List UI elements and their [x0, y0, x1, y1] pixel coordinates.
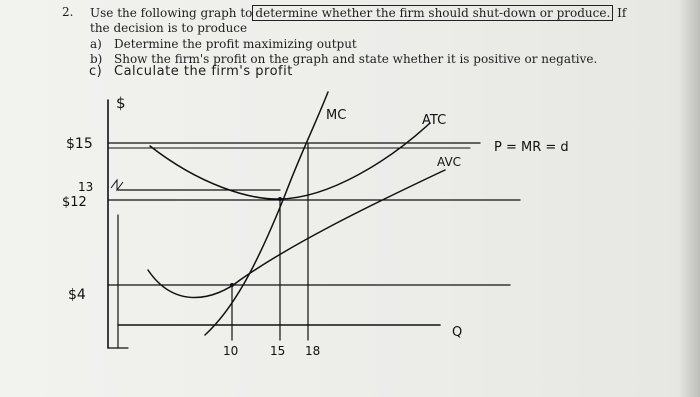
q18-label: 18: [305, 344, 321, 358]
item-c-text: Calculate the firm's profit: [114, 64, 293, 79]
q15-label: 15: [270, 344, 286, 358]
mc-label: MC: [326, 108, 347, 123]
question-line-2: the decision is to produce: [90, 21, 248, 35]
y-axis-label: $: [116, 94, 126, 112]
x-axis-label: Q: [452, 325, 463, 340]
demand-label: P = MR = d: [494, 140, 569, 155]
atc-curve: [150, 123, 430, 199]
item-a-marker: a): [90, 37, 102, 51]
avc-curve: [148, 170, 445, 298]
question-line-1-start: Use the following graph to: [90, 6, 253, 20]
atc-min-point: [278, 197, 282, 201]
item-b-marker: b): [90, 52, 103, 66]
label-13-arrow: [111, 180, 123, 190]
mc-curve: [205, 92, 328, 335]
question-line-1-end: If: [617, 6, 627, 20]
avc-min-point: [230, 283, 234, 287]
question-number: 2.: [62, 5, 74, 19]
q10-label: 10: [223, 344, 239, 358]
item-b-text: Show the firm's profit on the graph and state whether it is positive or negative.: [114, 52, 598, 66]
price-12-label: $12: [62, 195, 87, 210]
item-a-text: Determine the profit maximizing output: [114, 37, 357, 51]
question-line-1-boxed: determine whether the firm should shut-down or produce.: [252, 5, 613, 21]
atc-label: ATC: [422, 113, 447, 128]
price-15-label: $15: [66, 136, 93, 152]
item-c-marker: c): [89, 64, 103, 79]
price-4-label: $4: [68, 287, 86, 303]
avc-label: AVC: [437, 155, 462, 169]
price-13-label: 13: [78, 180, 94, 194]
